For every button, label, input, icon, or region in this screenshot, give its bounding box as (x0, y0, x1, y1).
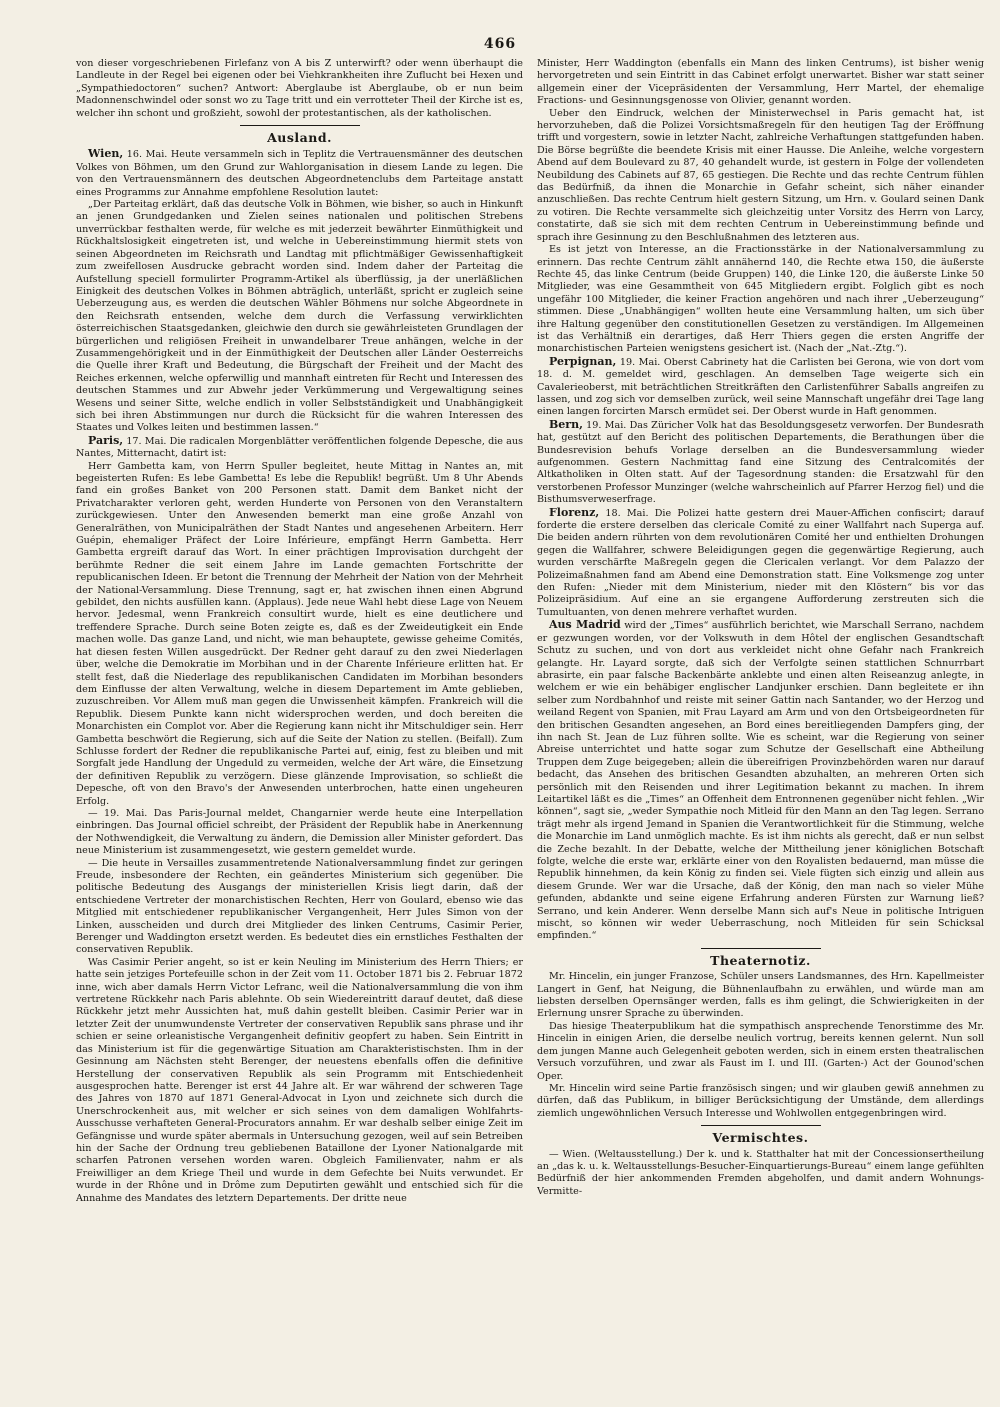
article-paragraph (537, 507, 984, 620)
dateline-place: Florenz, (549, 505, 600, 519)
article-paragraph (76, 957, 523, 1205)
section-heading: Theaternotiz. (710, 952, 811, 968)
left-column (76, 58, 523, 1388)
article-paragraph (76, 148, 523, 199)
paragraph-text: Das hiesige Theaterpublikum hat die sympathisch ansprechende Tenorstimme des Mr. Hincelin in einigen Arien, die derselbe neulich vortrug, bereits kennen gelernt. Nun soll dem jungen Manne auch Gelegenheit geboten werden, sich in einem ersten theatralischen Versuch vorzuführen, und zwar als Faust im I. und III. (Garten-) Act der Gounod'schen Oper. (537, 1020, 984, 1082)
dateline-place: Paris, (88, 433, 124, 447)
article-paragraph (537, 619, 984, 943)
article-paragraph (76, 808, 523, 858)
section-heading: Ausland. (267, 130, 332, 146)
article-paragraph (76, 58, 523, 120)
paragraph-text: Minister, Herr Waddington (ebenfalls ein Mann des linken Centrums), ist bisher wenig hervorgetreten und sein Eintritt in das Cabinet erfolgt unerwartet. Bisher war statt seiner allgemein einer der Vicepräsidenten der Versammlung, Herr Martel, der ehemalige Fractions- und Gesinnungsgenosse von Olivier, genannt worden. (537, 58, 984, 107)
dateline-place: Aus Madrid (549, 618, 621, 632)
paragraph-text: 19. Mai. Das Züricher Volk hat das Besoldungsgesetz verworfen. Der Bundesrath hat, gestützt auf den Bericht des politischen Departements, die Berathungen über die Bundesrevision behufs Vorlage derselben an die Bundesversammlung wieder aufgenommen. Gestern Nachmittag fand eine Sitzung des Centralcomités der Altkatholiken in Olten statt. Auf der Tagesordnung standen: die Ersatzwahl für den verstorbenen Professor Munzinger (welche wahrscheinlich auf Pfarrer Herzog fiel) und die Bisthumsverweserfrage. (537, 419, 984, 506)
article-paragraph (537, 1021, 984, 1083)
dateline-place: Bern, (549, 417, 583, 431)
paragraph-text: Ueber den Eindruck, welchen der Ministerwechsel in Paris gemacht hat, ist hervorzuheben, daß die Polizei Vorsichtsmaßregeln für den heutigen Tag der Eröffnung trifft und vorgestern, sowie in letzter Nacht, zahlreiche Verhaftungen stattgefunden haben. Die Börse begrüßte die beendete Krisis mit einer Hausse. Die Anleihe, welche vorgestern Abend auf dem Boulevard zu 87, 40 gehandelt wurde, ist gestern in Folge der vollendeten Neubildung des Cabinets auf 87, 65 gestiegen. Die Rechte und das rechte Centrum fühlen das Bedürfniß, da ihnen die Monarchie in Gefahr scheint, sich näher einander anzuschließen. Das rechte Centrum hielt gestern Sitzung, um Hrn. v. Goulard seinen Dank zu votiren. Die Rechte versammelte sich gleichzeitig unter Vorsitz des Herrn von Larcy, constatirte, daß sie sich mit dem rechten Centrum in Uebereinstimmung befinde und sprach ihre Gesinnung zu den Beschlußnahmen des letzteren aus. (537, 107, 984, 243)
page-number: 466 (483, 36, 517, 52)
paragraph-text: „Der Parteitag erklärt, daß das deutsche Volk in Böhmen, wie bisher, so auch in Hinkunft an jenen Grundgedanken und Zielen seines nationalen und politischen Strebens unverrückbar festhalten werde, für welche es mit jederzeit bewährter Einmüthigkeit und Rückhaltslosigkeit eingetreten ist, und welche in Uebereinstimmung hiermit stets von seinen Abgeordneten im Reichsrath und Landtag mit pflichtmäßiger Gewissenhaftigkeit zum zweifellosen Ausdrucke gebracht worden sind. Indem daher der Parteitag die Aufstellung speciell formulirter Programm-Artikel als überflüssig, ja der unerläßlichen Einigkeit des deutschen Volkes in Böhmen abträglich, unterläßt, spricht er zugleich seine Ueberzeugung aus, es werden die deutschen Wähler Böhmens nur solche Abgeordnete in den Reichsrath entsenden, welche dem durch die Verfassung verwirklichten österreichischen Staatsgedanken, gleichwie den durch sie gewährleisteten Grundlagen der bürgerlichen und religiösen Freiheit in unwandelbarer Treue anhängen, welche in der Zusammengehörigkeit und in der Einmüthigkeit der Deutschen aller Länder Oesterreichs die Quelle ihrer Kraft und Bedeutung, die Bürgschaft der Freiheit und der Macht des Reiches erkennen, welche opferwillig und mannhaft eintreten für Recht und Interessen des deutschen Stammes und zur Abwehr jeder Verkümmerung und Vergewaltigung seines Wesens und seiner Sitte, welche endlich in voller Selbstständigkeit und Unabhängigkeit sich bei ihren Abstimmungen nur durch die Rücksicht für die wahren Interessen des Staates und Volkes leiten und bestimmen lassen.“ (76, 199, 523, 434)
article-paragraph (76, 858, 523, 957)
article-paragraph (537, 971, 984, 1021)
dateline-place: Perpignan, (549, 354, 617, 368)
paragraph-text: 18. Mai. Die Polizei hatte gestern drei Mauer-Affichen confiscirt; darauf forderte die erstere derselben das clericale Comité zu einer Wallfahrt nach Superga auf. Die beiden andern rührten von dem revolutionären Comité her und enthielten Drohungen gegen die Wallfahrer, schwere Beleidigungen gegen die gegenwärtige Regierung, auch wurden verschärfte Maßregeln gegen die Clericalen verlangt. Vor dem Palazzo der Polizeimaßnahmen fand am Abend eine Demonstration statt. Eine Volksmenge zog unter den Rufen: „Nieder mit dem Ministerium, nieder mit den Klöstern“ bis vor das Polizeipräsidium. Auf eine an sie ergangene Aufforderung zerstreuten sich die Tumultuanten, von denen mehrere verhaftet wurden. (537, 507, 984, 618)
article-paragraph (537, 419, 984, 507)
paragraph-text: 19. Mai. Oberst Cabrinety hat die Carlisten bei Gerona, wie von dort vom 18. d. M. gemeldet wird, geschlagen. An demselben Tage weigerte sich ein Cavalerieoberst, mit beträchtlichen Streitkräften den Carlistenführer Saballs angreifen zu lassen, und zog sich vor demselben zurück, weil seine Mannschaft ungefähr drei Tage lang einen langen forcirten Marsch ermüdet sei. Der Oberst wurde in Haft genommen. (537, 356, 984, 418)
paragraph-text: 16. Mai. Heute versammeln sich in Teplitz die Vertrauensmänner des deutschen Volkes von Böhmen, um den Grund zur Wahlorganisation in diesem Lande zu legen. Die von den Vertrauensmännern des deutschen Abgeordnetenclubs dem Parteitage anstatt eines Programms zur Annahme empfohlene Resolution lautet: (76, 149, 523, 198)
article-paragraph (537, 1083, 984, 1120)
dateline-place: Wien, (88, 147, 124, 161)
paragraph-text: Mr. Hincelin, ein junger Franzose, Schüler unsers Landsmannes, des Hrn. Kapellmeister Langert in Genf, hat Neigung, die Bühnenlaufbahn zu erwählen, und würde man am liebsten derselben Opernsänger werden, falls es ihm gelingt, die Schwierigkeiten in der Erlernung unsrer Sprache zu überwinden. (537, 971, 984, 1020)
paragraph-text: — Die heute in Versailles zusammentretende Nationalversammlung findet zur geringen Freude, insbesondere der Rechten, ein geändertes Ministerium sich gegenüber. Die politische Bedeutung des Ausgangs der ministeriellen Krisis liegt darin, daß der entschiedene Vertreter der monarchistischen Rechten, Herr von Goulard, ebenso wie das Mitglied mit entschiedener republikanischer Vergangenheit, Herr Jules Simon von der Linken, ausscheiden und durch drei Mitglieder des linken Centrums, Casimir Perier, Berenger und Waddington ersetzt werden. Es bedeutet dies ein ernstliches Festhalten der conservativen Republik. (76, 857, 523, 956)
section-rule (240, 125, 360, 126)
paragraph-text: — 19. Mai. Das Paris-Journal meldet, Changarnier werde heute eine Interpellation einbringen. Das Journal officiel schreibt, der Präsident der Republik habe in Anerkennung der Nothwendigkeit, die Verwaltung zu ändern, die Demission aller Minister gefordert. Das neue Ministerium ist zusammengesetzt, wie gestern gemeldet wurde. (76, 807, 523, 857)
article-paragraph (537, 108, 984, 244)
paragraph-text: von dieser vorgeschriebenen Firlefanz von A bis Z unterwirft? oder wenn überhaupt die Landleute in der Regel bei eigenen oder bei Viehkrankheiten ihre Zuflucht bei Hexen und „Sympathiedoctoren“ suchen? Antwort: Aberglaube ist Aberglaube, ob er nun beim Madonnenschwindel oder sonst wo zu Tage tritt und ein verrotteter Theil der Kirche ist es, welcher ihn schont und großzieht, sowohl der protestantischen, als der katholischen. (76, 58, 523, 119)
paragraph-text: Herr Gambetta kam, von Herrn Spuller begleitet, heute Mittag in Nantes an, mit begeisterten Rufen: Es lebe Gambetta! Es lebe die Republik! begrüßt. Um 8 Uhr Abends fand ein großes Banket von 200 Personen statt. Damit dem Banket nicht der Privatcharakter verloren geht, werden Hunderte von Personen von den Veranstaltern zurückgewiesen. Unter den Anwesenden bemerkt man eine große Anzahl von Generalräthen, von Municipalräthen der Stadt Nantes und angesehenen Arbeitern. Herr Guépin, ehemaliger Präfect der Loire Inférieure, empfängt Herrn Gambetta. Herr Gambetta ergreift darauf das Wort. In einer prächtigen Improvisation durchgeht der berühmte Redner die seit einem Jahre im Lande gemachten Fortschritte der republicanischen Ideen. Er betont die Trennung der Mehrheit der Nation von der Mehrheit der National-Versammlung. Diese Trennung, sagt er, hat zwischen ihnen einen Abgrund gebildet, den nichts ausfüllen kann. (Applaus). Jede neue Wahl hebt diese Lage von Neuem hervor. Jedesmal, wenn Frankreich consultirt wurde, hielt es eine deutlichere und treffendere Sprache. Durch seine Boten zeigte es, daß es der Zweideutigkeit ein Ende machen wolle. Das ganze Land, und nicht, wie man behauptete, gewisse geheime Comités, hat diesen festen Willen ausgedrückt. Der Redner geht darauf zu den zwei Niederlagen über, welche die Demokratie im Morbihan und in der Charente Inférieure erlitten hat. Er stellt fest, daß die Niederlage des republikanischen Candidaten im Morbihan besonders dem Einflusse der alten Verwaltung, welche in diesem Departement im Amte geblieben, zuzuschreiben. Vor Allem muß man gegen die Unwissenheit kämpfen. Frankreich will die Republik. Diesem Punkte kann nicht widersprochen werden, und doch bereiten die Monarchisten ein Complot vor. Aber die Regierung kann nicht ihr Mitschuldiger sein. Herr Gambetta beschwört die Regierung, sich auf die Seite der Nation zu stellen. (Beifall). Zum Schlusse fordert der Redner die republikanische Partei auf, einig, fest zu bleiben und mit Sorgfalt jede Handlung der Ungeduld zu vermeiden, welche der Art wäre, die Einsetzung der definitiven Republik zu verzögern. Diese glänzende Improvisation, so schließt die Depesche, oft von den Bravo's der Anwesenden unterbrochen, hatte einen ungeheuren Erfolg. (76, 460, 523, 807)
article-paragraph (537, 58, 984, 108)
paragraph-text: — Wien. (Weltausstellung.) Der k. und k. Statthalter hat mit der Concessionsertheilung an „das k. u. k. Weltausstellungs-Besucher-Einquartierungs-Bureau“ einem lange gefühlten Bedürfniß der hier ankommenden Fremden abgeholfen, und damit andern Wohnungs-Vermitte- (537, 1148, 984, 1197)
section-rule (701, 1125, 821, 1126)
article-paragraph (76, 199, 523, 435)
article-paragraph (537, 244, 984, 356)
article-paragraph (76, 461, 523, 808)
section-heading: Vermischtes. (712, 1130, 809, 1146)
article-paragraph (537, 356, 984, 419)
paragraph-text: Es ist jetzt von Interesse, an die Fractionsstärke in der Nationalversammlung zu erinnern. Das rechte Centrum zählt annähernd 140, die Rechte etwa 150, die äußerste Rechte 45, das linke Centrum (beide Gruppen) 140, die Linke 120, die äußerste Linke 50 Mitglieder, was eine Gesammtheit von 645 Mitgliedern ergibt. Folglich gibt es noch ungefähr 100 Mitglieder, die keiner Fraction angehören und nach ihrer „Ueberzeugung“ stimmen. Diese „Unabhängigen“ wollten heute eine Versammlung halten, um sich über ihre Haltung gegenüber den constitutionellen Gesetzen zu verständigen. Im Allgemeinen ist das Verhältniß ein derartiges, daß Herr Thiers gegen die ersten Angriffe der monarchistischen Parteien wenigstens gesichert ist. (Nach der „Nat.-Ztg.“). (537, 244, 984, 355)
paragraph-text: Mr. Hincelin wird seine Partie französisch singen; und wir glauben gewiß annehmen zu dürfen, daß das Publikum, in billiger Berücksichtigung der Umstände, dem allerdings ziemlich ungewöhnlichen Versuch Interesse und Wohlwollen entgegenbringen wird. (537, 1082, 984, 1119)
right-column (537, 58, 984, 1388)
paragraph-text: wird der „Times“ ausführlich berichtet, wie Marschall Serrano, nachdem er gezwungen worden, vor der Volkswuth in dem Hôtel der englischen Gesandtschaft Schutz zu suchen, und von dort aus verkleidet nicht ohne Gefahr nach Frankreich gelangte. Hr. Layard sorgte, daß sich der Verfolgte seinen stattlichen Schnurrbart abrasirte, ein paar falsche Backenbärte anklebte und einen alten Reiseanzug anlegte, in welchem er wie ein behäbiger englischer Landjunker erschien. Dann begleitete er ihn selber zum Nordbahnhof und reiste mit seiner Gattin nach Santander, wo der Herzog und weiland Regent von Spanien, mit Frau Layard am Arm und von den Ortsbeigeordneten für den britischen Gesandten angesehen, an Bord eines bereitliegenden Dampfers ging, der ihn nach St. Jean de Luz führen sollte. Wie es scheint, war die Regierung von seiner Abreise unterrichtet und hatte sogar zum Schutze der Gesellschaft eine Abtheilung Truppen dem Zuge beigegeben; allein die übereifrigen Provinzbehörden waren nur darauf bedacht, das Ansehen des britischen Gesandten abzuhalten, an mehreren Orten sich persönlich mit den Reisenden und ihrer Legitimation bekannt zu machen. In ihrem Leitartikel läßt es die „Times“ an Offenheit dem Entronnenen gegenüber nicht fehlen. „Wir können“, sagt sie, „weder Sympathie noch Mitleid für den Mann an den Tag legen. Serrano trägt mehr als irgend Jemand in Spanien die Verantwortlichkeit für die Stimmung, welche die Monarchie im Land unmöglich machte. Es ist ihm nichts als gerecht, daß er nun selbst die Zeche bezahlt. In der Debatte, welche der Mittheilung jener königlichen Botschaft folgte, welche die erste war, erklärte einer von den Royalisten bedauernd, man müsse die Republik hinnehmen, da kein König zu finden sei. Viele fügten sich einzig und allein aus diesem Grunde. Wer war die Ursache, daß der König, den man nach so vieler Mühe gefunden, abdankte und seine eigene Erfahrung anderen Fürsten zur Warnung ließ? Serrano, und kein Anderer. Wenn derselbe Mann sich auf's Neue in politische Intriguen mischt, so können wir weder Ueberraschung, noch Mitleiden für sein Schicksal empfinden.“ (537, 620, 984, 942)
paragraph-text: Was Casimir Perier angeht, so ist er kein Neuling im Ministerium des Herrn Thiers; er hatte sein jetziges Portefeuille schon in der Zeit vom 11. October 1871 bis 2. Februar 1872 inne, wich aber damals Herrn Victor Lefranc, weil die Nationalversammlung die von ihm vertretene Rückkehr nach Paris ablehnte. Ob sein Wiedereintritt darauf deutet, daß diese Rückkehr jetzt mehr Aussichten hat, muß dahin gestellt bleiben. Casimir Perier war in letzter Zeit der unumwundenste Vertreter der conservativen Republik sans phrase und ihr schien er seine orleanistische Vergangenheit definitiv geopfert zu haben. Sein Eintritt in das Ministerium ist für die gegenwärtige Situation am Charakteristischsten. Ihm in der Gesinnung am Nächsten steht Berenger, der neuestens ebenfalls offen die definitive Herstellung der conservativen Republik als sein Programm mit Entschiedenheit ausgesprochen hatte. Berenger ist erst 44 Jahre alt. Er war während der schweren Tage des Jahres von 1870 auf 1871 General-Advocat in Lyon und zeichnete sich durch die Unerschrockenheit aus, mit welcher er sich seines von dem damaligen Wohlfahrts-Ausschusse verhafteten General-Procurators annahm. Er war deshalb selber einige Zeit im Gefängnisse und wurde später abermals in Untersuchung gezogen, weil auf sein Betreiben hin der Sache der Ordnung treu gebliebenen Bataillone der Lyoner Nationalgarde mit scharfen Patronen versehen worden waren. Obgleich Familienvater, nahm er als Freiwilliger an dem Kriege Theil und wurde in dem Gefechte bei Nuits verwundet. Er wurde in der Rhône und in Drôme zum Deputirten gewählt und entschied sich für die Annahme des Mandates des letztern Departements. Der dritte neue (76, 956, 523, 1204)
section-rule (701, 948, 821, 949)
paragraph-text: 17. Mai. Die radicalen Morgenblätter veröffentlichen folgende Depesche, die aus Nantes, Mitternacht, datirt ist: (76, 435, 523, 460)
columns (76, 58, 984, 1388)
article-paragraph (76, 435, 523, 461)
article-paragraph (537, 1149, 984, 1199)
